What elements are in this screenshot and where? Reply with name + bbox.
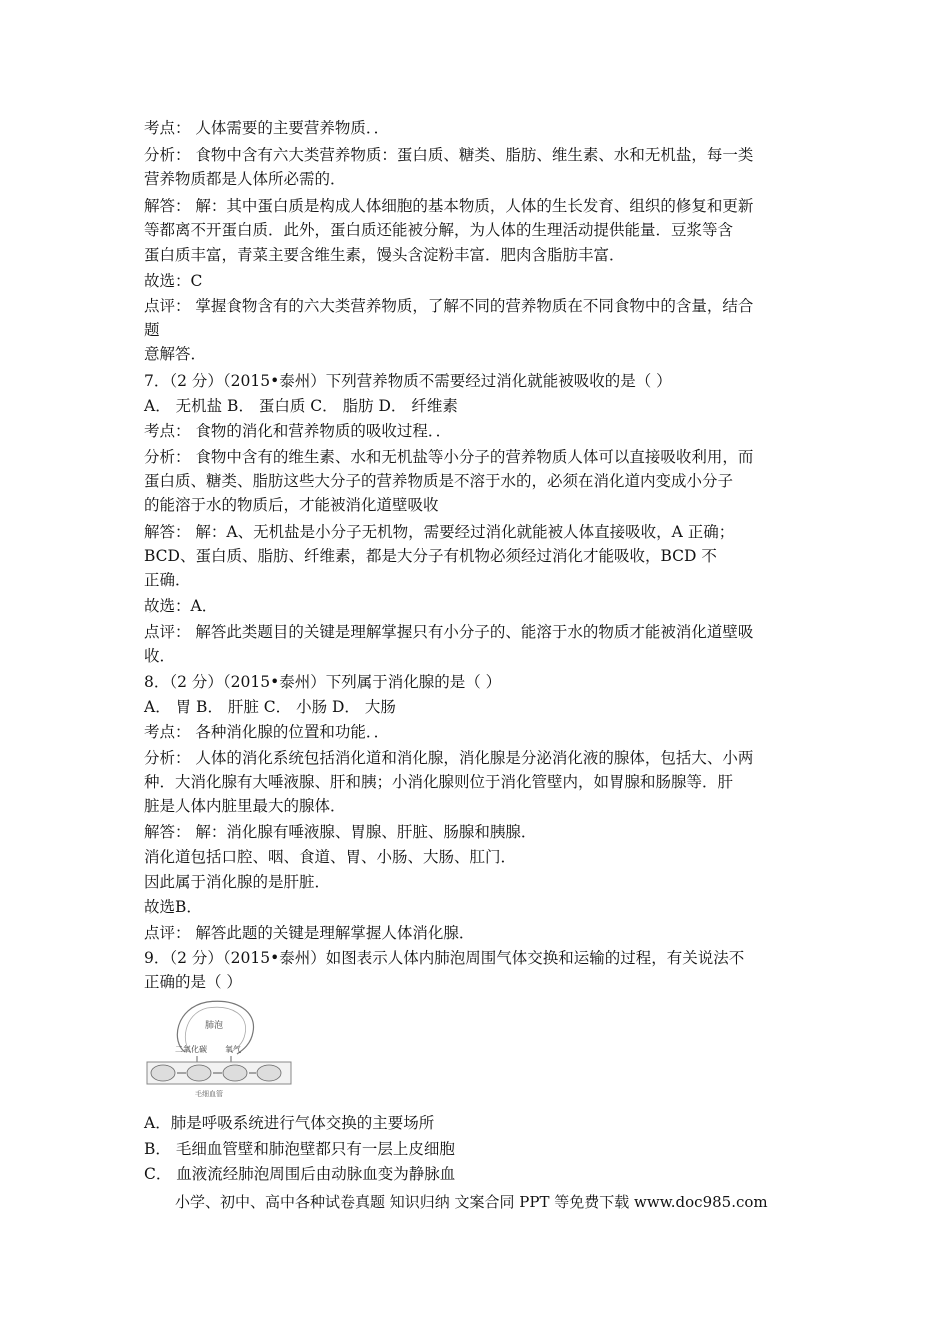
text-line: 分析： 人体的消化系统包括消化道和消化腺，消化腺是分泌消化液的腺体，包括大、小两 <box>144 749 754 767</box>
text-line: 蛋白质丰富，青菜主要含维生素，馒头含淀粉丰富．肥肉含脂肪丰富． <box>144 246 625 264</box>
text-line: 等都离不开蛋白质．此外，蛋白质还能被分解，为人体的生理活动提供能量．豆浆等含 <box>144 221 734 239</box>
text-line: 点评： 解答此类题目的关键是理解掌握只有小分子的、能溶于水的物质才能被消化道壁吸 <box>144 623 754 641</box>
page-footer: 小学、初中、高中各种试卷真题 知识归纳 文案合同 PPT 等免费下载 www.doc985.com <box>175 1193 768 1211</box>
text-line: 点评： 掌握食物含有的六大类营养物质，了解不同的营养物质在不同食物中的含量，结合 <box>144 297 754 315</box>
text-line: 故选B． <box>144 898 202 916</box>
question-7-options: A． 无机盐 B． 蛋白质 C． 脂肪 D． 纤维素 <box>144 397 458 415</box>
text-line: 脏是人体内脏里最大的腺体． <box>144 797 346 815</box>
text-line: 考点： 各种消化腺的位置和功能．． <box>144 723 390 741</box>
question-8: 8．（2 分）（2015•泰州）下列属于消化腺的是（ ） <box>144 673 502 691</box>
blood-cell <box>151 1065 175 1081</box>
text-line: 解答： 解：消化腺有唾液腺、胃腺、肝脏、肠腺和胰腺． <box>144 823 537 841</box>
capillary-label: 毛细血管 <box>195 1090 223 1098</box>
co2-label: 二氧化碳 <box>175 1045 207 1054</box>
question-9: 9．（2 分）（2015•泰州）如图表示人体内肺泡周围气体交换和运输的过程，有关说法不 <box>144 949 745 967</box>
text-line: 营养物质都是人体所必需的． <box>144 170 346 188</box>
text-line: 解答： 解：A、无机盐是小分子无机物，需要经过消化就能被人体直接吸收，A 正确； <box>144 523 735 541</box>
text-line: 消化道包括口腔、咽、食道、胃、小肠、大肠、肛门． <box>144 848 517 866</box>
blood-cell <box>187 1065 211 1081</box>
question-9-option-c: C． 血液流经肺泡周围后由动脉血变为静脉血 <box>144 1165 456 1183</box>
alveolus-label: 肺泡 <box>205 1021 224 1031</box>
text-line: 题 <box>144 321 160 339</box>
alveolus-diagram <box>145 996 293 1102</box>
text-line: 因此属于消化腺的是肝脏． <box>144 873 331 891</box>
text-line: 收． <box>144 647 176 665</box>
text-line: 蛋白质、糖类、脂肪这些大分子的营养物质是不溶于水的，必须在消化道内变成小分子 <box>144 472 734 490</box>
text-line: 意解答． <box>144 345 207 363</box>
text-line: 正确的是（ ） <box>144 973 242 991</box>
text-line: 故选：A． <box>144 597 218 615</box>
text-line: 解答： 解：其中蛋白质是构成人体细胞的基本物质，人体的生长发育、组织的修复和更新 <box>144 197 754 215</box>
text-line: 正确． <box>144 571 191 589</box>
text-line: 分析： 食物中含有的维生素、水和无机盐等小分子的营养物质人体可以直接吸收利用，而 <box>144 448 754 466</box>
text-line: 点评： 解答此题的关键是理解掌握人体消化腺． <box>144 924 475 942</box>
text-line: 考点： 人体需要的主要营养物质．． <box>144 119 390 137</box>
blood-cell <box>223 1065 247 1081</box>
question-9-option-a: A．肺是呼吸系统进行气体交换的主要场所 <box>144 1114 435 1132</box>
text-line: 故选：C <box>144 272 203 290</box>
question-8-options: A． 胃 B． 肝脏 C． 小肠 D． 大肠 <box>144 698 396 716</box>
text-line: 分析： 食物中含有六大类营养物质：蛋白质、糖类、脂肪、维生素、水和无机盐，每一类 <box>144 146 754 164</box>
blood-cell <box>257 1065 281 1081</box>
question-7: 7．（2 分）（2015•泰州）下列营养物质不需要经过消化就能被吸收的是（ ） <box>144 372 672 390</box>
question-9-option-b: B． 毛细血管壁和肺泡壁都只有一层上皮细胞 <box>144 1140 455 1158</box>
text-line: 考点： 食物的消化和营养物质的吸收过程．． <box>144 422 452 440</box>
alveolus-gas-exchange-figure <box>145 996 293 1102</box>
o2-label: 氧气 <box>225 1045 241 1054</box>
text-line: BCD、蛋白质、脂肪、纤维素，都是大分子有机物必须经过消化才能吸收，BCD 不 <box>144 547 717 565</box>
text-line: 种．大消化腺有大唾液腺、肝和胰；小消化腺则位于消化管壁内，如胃腺和肠腺等．肝 <box>144 773 734 791</box>
text-line: 的能溶于水的物质后，才能被消化道壁吸收 <box>144 496 439 514</box>
